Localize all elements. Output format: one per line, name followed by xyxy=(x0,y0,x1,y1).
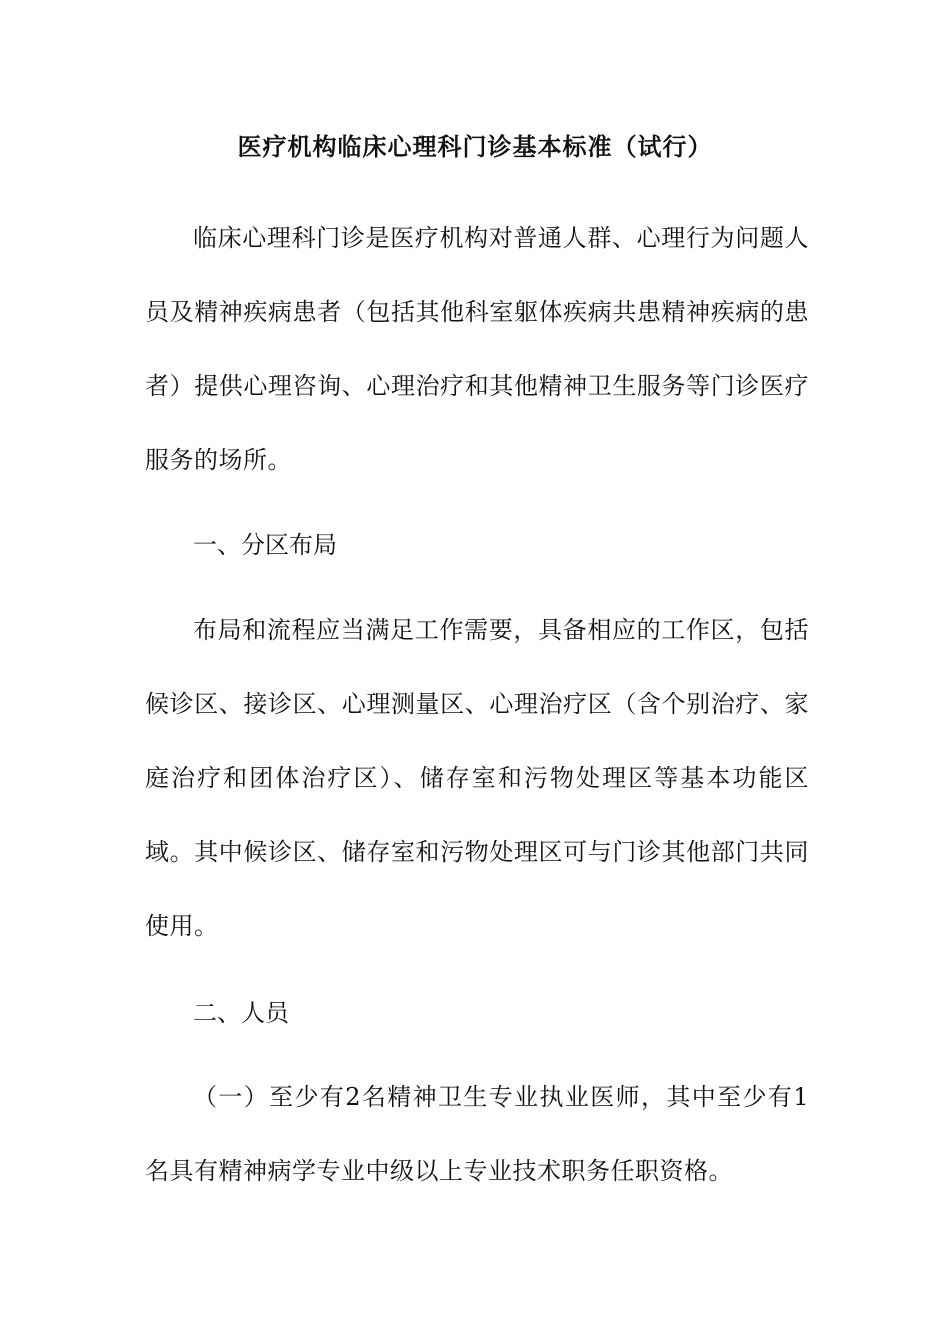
section-paragraph-personnel: （一）至少有2名精神卫生专业执业医师，其中至少有1名具有精神病学专业中级以上专业技术职务任职资格。 xyxy=(145,1083,809,1185)
section-heading-personnel: 二、人员 xyxy=(193,999,289,1027)
section-heading-layout: 一、分区布局 xyxy=(193,531,337,559)
section-paragraph-layout: 布局和流程应当满足工作需要，具备相应的工作区，包括候诊区、接诊区、心理测量区、心理治疗区（含个别治疗、家庭治疗和团体治疗区）、储存室和污物处理区等基本功能区域。其中候诊区、储存室和污物处理区可与门诊其他部门共同使用。 xyxy=(145,616,809,940)
intro-paragraph: 临床心理科门诊是医疗机构对普通人群、心理行为问题人员及精神疾病患者（包括其他科室躯体疾病共患精神疾病的患者）提供心理咨询、心理治疗和其他精神卫生服务等门诊医疗服务的场所。 xyxy=(145,224,809,474)
document-title: 医疗机构临床心理科门诊基本标准（试行） xyxy=(237,133,713,161)
